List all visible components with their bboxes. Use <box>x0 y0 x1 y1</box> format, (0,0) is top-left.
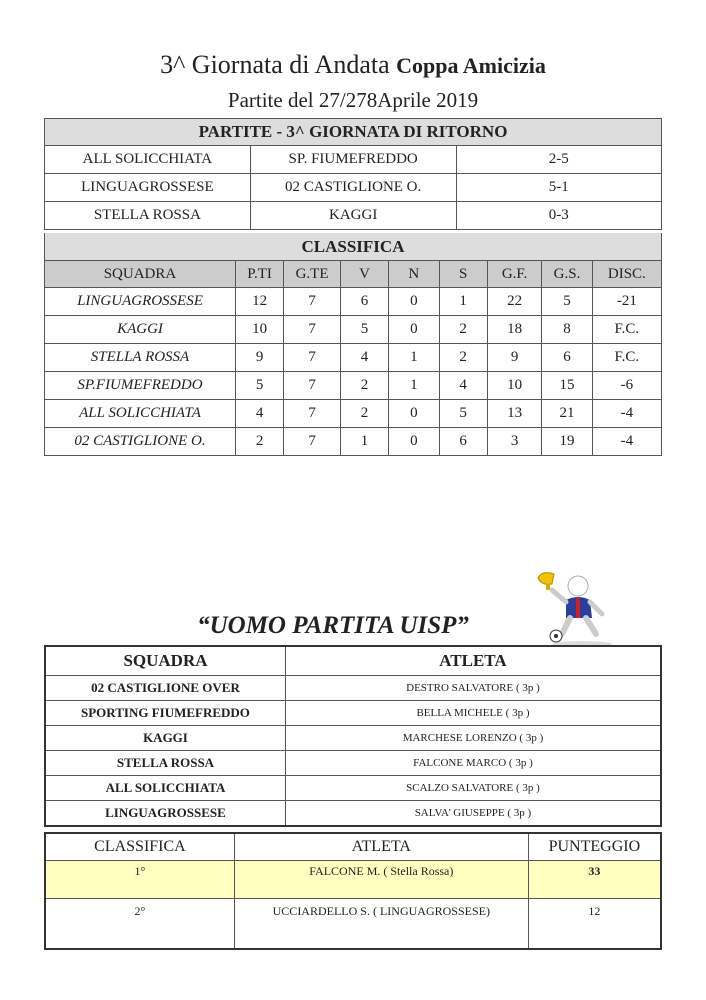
stat-cell: 3 <box>487 428 542 456</box>
stat-cell: 19 <box>542 428 592 456</box>
col-header: DISC. <box>592 261 661 288</box>
stat-cell: 7 <box>284 288 341 316</box>
stat-cell: 4 <box>340 344 388 372</box>
man-of-match-table <box>44 645 662 827</box>
team-name: SP.FIUMEFREDDO <box>45 372 236 400</box>
standings-row <box>45 316 662 344</box>
match-row <box>45 174 662 202</box>
man-of-match-row <box>45 751 661 776</box>
stat-cell: -21 <box>592 288 661 316</box>
stat-cell: 18 <box>487 316 542 344</box>
col-header: S <box>439 261 487 288</box>
col-header-athlete: ATLETA <box>285 646 661 676</box>
match-row <box>45 146 662 174</box>
stat-cell: 10 <box>487 372 542 400</box>
stat-cell: 9 <box>487 344 542 372</box>
stat-cell: 15 <box>542 372 592 400</box>
standings-row <box>45 372 662 400</box>
ranking-points: 12 <box>528 899 661 950</box>
stat-cell: 7 <box>284 316 341 344</box>
man-of-match-row <box>45 801 661 827</box>
stat-cell: F.C. <box>592 316 661 344</box>
athlete-name: BELLA MICHELE ( 3p ) <box>285 701 661 726</box>
athlete-name: SALVA’ GIUSEPPE ( 3p ) <box>285 801 661 827</box>
man-of-match-row <box>45 726 661 751</box>
standings-row <box>45 344 662 372</box>
stat-cell: F.C. <box>592 344 661 372</box>
standings-row <box>45 428 662 456</box>
stat-cell: 1 <box>389 344 439 372</box>
home-team: STELLA ROSSA <box>45 202 251 230</box>
col-header: G.TE <box>284 261 341 288</box>
stat-cell: 7 <box>284 344 341 372</box>
stat-cell: 12 <box>235 288 283 316</box>
matches-heading: PARTITE - 3^ GIORNATA DI RITORNO <box>45 119 662 146</box>
stat-cell: 0 <box>389 288 439 316</box>
home-team: ALL SOLICCHIATA <box>45 146 251 174</box>
standings-table <box>44 233 662 456</box>
away-team: SP. FIUMEFREDDO <box>250 146 456 174</box>
team-name: 02 CASTIGLIONE OVER <box>45 676 285 701</box>
team-name: SPORTING FIUMEFREDDO <box>45 701 285 726</box>
man-of-match-row <box>45 701 661 726</box>
col-header: G.S. <box>542 261 592 288</box>
col-header: G.F. <box>487 261 542 288</box>
stat-cell: 6 <box>340 288 388 316</box>
col-header: V <box>340 261 388 288</box>
away-team: 02 CASTIGLIONE O. <box>250 174 456 202</box>
stat-cell: 2 <box>340 372 388 400</box>
ranking-row <box>45 899 661 950</box>
stat-cell: -6 <box>592 372 661 400</box>
team-name: 02 CASTIGLIONE O. <box>45 428 236 456</box>
stat-cell: 6 <box>542 344 592 372</box>
stat-cell: 13 <box>487 400 542 428</box>
stat-cell: 7 <box>284 400 341 428</box>
col-header: P.TI <box>235 261 283 288</box>
stat-cell: 1 <box>389 372 439 400</box>
team-name: STELLA ROSSA <box>45 751 285 776</box>
away-team: KAGGI <box>250 202 456 230</box>
stat-cell: 9 <box>235 344 283 372</box>
stat-cell: 5 <box>340 316 388 344</box>
title-bold: Coppa Amicizia <box>396 53 546 78</box>
col-header-team: SQUADRA <box>45 646 285 676</box>
page-title <box>0 50 706 80</box>
athlete-name: DESTRO SALVATORE ( 3p ) <box>285 676 661 701</box>
standings-header-row <box>45 261 662 288</box>
stat-cell: 7 <box>284 428 341 456</box>
team-name: ALL SOLICCHIATA <box>45 400 236 428</box>
stat-cell: 4 <box>439 372 487 400</box>
athlete-name: SCALZO SALVATORE ( 3p ) <box>285 776 661 801</box>
team-name: KAGGI <box>45 316 236 344</box>
stat-cell: 2 <box>439 344 487 372</box>
standings-row <box>45 400 662 428</box>
standings-row <box>45 288 662 316</box>
standings-heading: CLASSIFICA <box>45 233 662 261</box>
team-name: LINGUAGROSSESE <box>45 288 236 316</box>
home-team: LINGUAGROSSESE <box>45 174 251 202</box>
stat-cell: 22 <box>487 288 542 316</box>
ranking-athlete: FALCONE M. ( Stella Rossa) <box>234 861 528 899</box>
team-name: KAGGI <box>45 726 285 751</box>
match-row <box>45 202 662 230</box>
stat-cell: 4 <box>235 400 283 428</box>
page-subtitle: Partite del 27/278Aprile 2019 <box>227 88 479 112</box>
man-of-match-row <box>45 676 661 701</box>
stat-cell: 21 <box>542 400 592 428</box>
col-header-points: PUNTEGGIO <box>528 833 661 861</box>
team-name: LINGUAGROSSESE <box>45 801 285 827</box>
stat-cell: 1 <box>340 428 388 456</box>
score: 2-5 <box>456 146 661 174</box>
stat-cell: 5 <box>235 372 283 400</box>
man-of-match-row <box>45 776 661 801</box>
ranking-points: 33 <box>528 861 661 899</box>
stat-cell: 8 <box>542 316 592 344</box>
ranking-athlete: UCCIARDELLO S. ( LINGUAGROSSESE) <box>234 899 528 950</box>
ranking-position: 1° <box>45 861 234 899</box>
ranking-row <box>45 861 661 899</box>
col-header-athlete: ATLETA <box>234 833 528 861</box>
col-header: SQUADRA <box>45 261 236 288</box>
stat-cell: 6 <box>439 428 487 456</box>
stat-cell: 2 <box>439 316 487 344</box>
stat-cell: 2 <box>340 400 388 428</box>
stat-cell: -4 <box>592 400 661 428</box>
score: 5-1 <box>456 174 661 202</box>
stat-cell: 7 <box>284 372 341 400</box>
team-name: STELLA ROSSA <box>45 344 236 372</box>
stat-cell: 2 <box>235 428 283 456</box>
stat-cell: -4 <box>592 428 661 456</box>
stat-cell: 0 <box>389 316 439 344</box>
col-header-position: CLASSIFICA <box>45 833 234 861</box>
stat-cell: 5 <box>439 400 487 428</box>
ranking-position: 2° <box>45 899 234 950</box>
stat-cell: 1 <box>439 288 487 316</box>
col-header: N <box>389 261 439 288</box>
matches-table <box>44 118 662 230</box>
stat-cell: 10 <box>235 316 283 344</box>
stat-cell: 0 <box>389 400 439 428</box>
stat-cell: 5 <box>542 288 592 316</box>
score: 0-3 <box>456 202 661 230</box>
title-plain: 3^ Giornata di Andata <box>160 50 397 79</box>
stat-cell: 0 <box>389 428 439 456</box>
trophy-figure-icon <box>532 568 622 648</box>
athlete-name: FALCONE MARCO ( 3p ) <box>285 751 661 776</box>
man-of-match-title: “UOMO PARTITA UISP” <box>197 612 469 639</box>
athlete-name: MARCHESE LORENZO ( 3p ) <box>285 726 661 751</box>
team-name: ALL SOLICCHIATA <box>45 776 285 801</box>
ranking-table <box>44 832 662 950</box>
